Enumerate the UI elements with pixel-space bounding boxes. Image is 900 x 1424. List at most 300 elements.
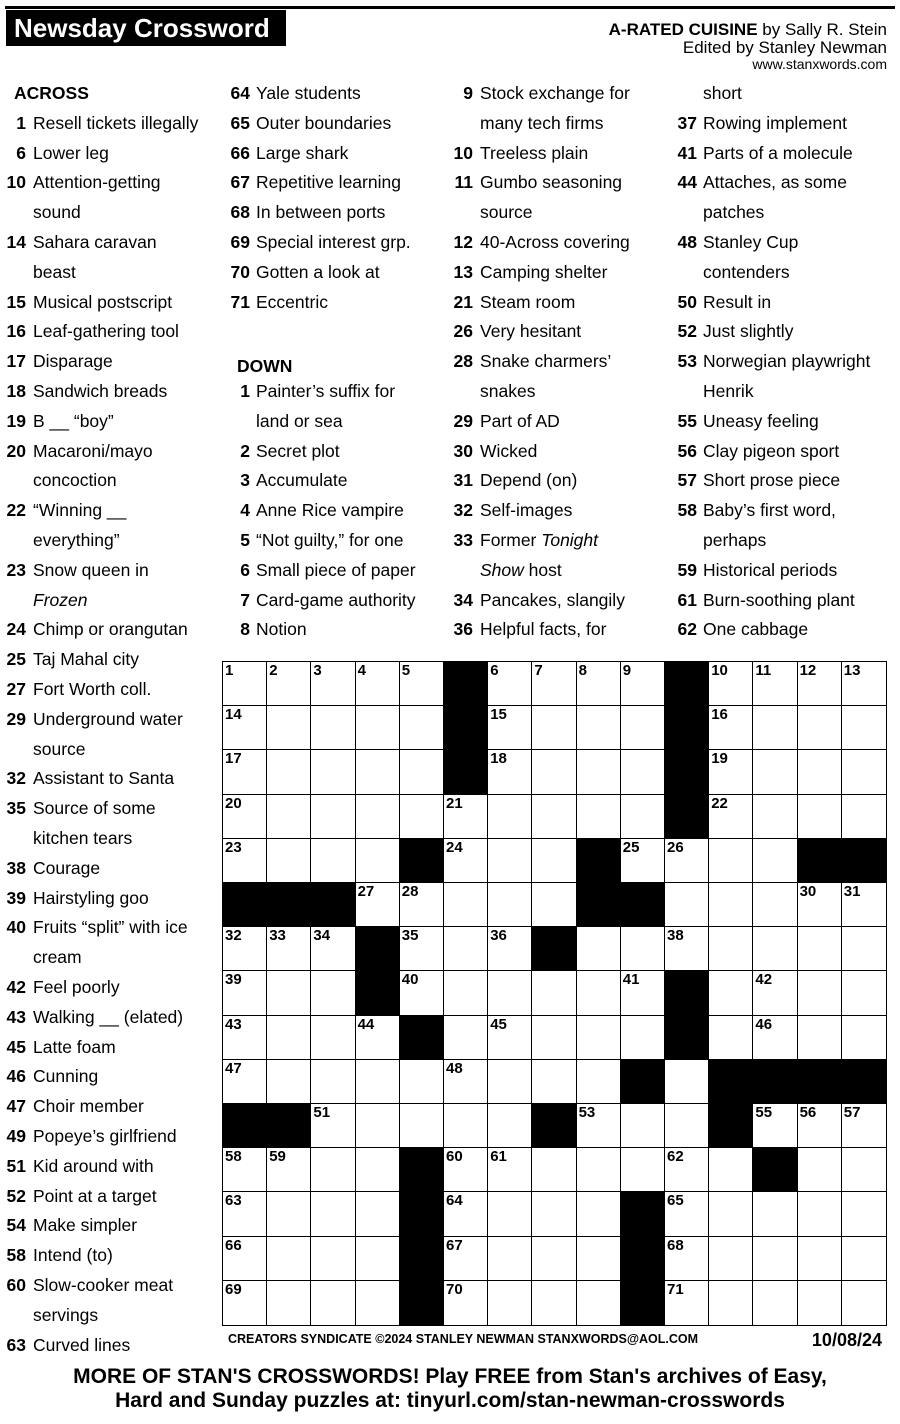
clue-text: Anne Rice vampire <box>256 500 404 521</box>
black-square <box>753 1148 797 1192</box>
grid-cell[interactable] <box>532 839 576 883</box>
grid-cell[interactable] <box>621 662 665 706</box>
grid-cell[interactable] <box>577 927 621 971</box>
grid-cell[interactable] <box>621 1104 665 1148</box>
clue-text: Musical postscript <box>33 291 173 312</box>
grid-cell[interactable] <box>311 927 355 971</box>
grid-cell[interactable] <box>753 839 797 883</box>
clue-text: everything” <box>33 530 120 550</box>
grid-cell[interactable] <box>267 971 311 1015</box>
clue-text-group <box>33 649 139 669</box>
clue-text: Slow-cooker meat <box>33 1275 174 1295</box>
clue-number: 52 <box>677 321 697 342</box>
grid-cell[interactable] <box>798 927 842 971</box>
grid-cell[interactable] <box>621 750 665 794</box>
grid-cell[interactable] <box>356 883 400 927</box>
clue-text-group <box>256 381 395 401</box>
cell-number: 58 <box>225 1148 242 1166</box>
grid-cell[interactable] <box>356 1237 400 1281</box>
black-square <box>444 750 488 794</box>
grid-cell[interactable] <box>223 1060 267 1104</box>
grid-cell[interactable] <box>400 1060 444 1104</box>
grid-cell[interactable] <box>709 839 753 883</box>
grid-cell[interactable] <box>444 1016 488 1060</box>
grid-cell[interactable] <box>488 1237 532 1281</box>
grid-cell[interactable] <box>356 750 400 794</box>
cell-number: 26 <box>667 838 684 856</box>
clue-text-group <box>33 947 82 967</box>
grid-cell[interactable] <box>798 883 842 927</box>
grid-cell[interactable] <box>577 1016 621 1060</box>
puzzle-title: A-RATED CUISINE <box>608 20 758 39</box>
grid-cell[interactable] <box>400 1104 444 1148</box>
clue-text: B __ “boy” <box>33 410 114 431</box>
clue-text: Latte foam <box>33 1036 116 1057</box>
grid-cell[interactable] <box>709 971 753 1015</box>
grid-cell[interactable] <box>665 1060 709 1104</box>
grid-cell[interactable] <box>223 839 267 883</box>
clue-number: 14 <box>6 232 26 252</box>
grid-cell[interactable] <box>223 927 267 971</box>
grid-cell[interactable] <box>621 795 665 839</box>
grid-cell[interactable] <box>665 1281 709 1325</box>
grid-cell[interactable] <box>577 1148 621 1192</box>
grid-cell[interactable] <box>532 1148 576 1192</box>
clue-number: 68 <box>230 202 250 223</box>
cell-number: 14 <box>225 706 242 724</box>
clue-text-group <box>33 172 160 192</box>
grid-cell[interactable] <box>488 1104 532 1148</box>
clue-number: 42 <box>6 977 26 997</box>
grid-cell[interactable] <box>665 1148 709 1192</box>
clue-text: Resell tickets illegally <box>33 112 199 133</box>
grid-cell[interactable] <box>311 795 355 839</box>
grid-cell[interactable] <box>488 795 532 839</box>
cell-number: 64 <box>446 1192 463 1210</box>
grid-cell[interactable] <box>356 795 400 839</box>
grid-cell[interactable] <box>532 750 576 794</box>
grid-cell[interactable] <box>267 750 311 794</box>
grid-cell[interactable] <box>621 971 665 1015</box>
clue-text: Eccentric <box>256 291 328 312</box>
grid-cell[interactable] <box>223 662 267 706</box>
black-square <box>400 839 444 883</box>
grid-cell[interactable] <box>842 1016 886 1060</box>
grid-cell[interactable] <box>311 1192 355 1236</box>
grid-cell[interactable] <box>842 927 886 971</box>
grid-cell[interactable] <box>532 795 576 839</box>
clue-text: many tech firms <box>480 112 604 133</box>
grid-cell[interactable] <box>356 1060 400 1104</box>
grid-cell[interactable] <box>842 750 886 794</box>
grid-cell[interactable] <box>488 750 532 794</box>
grid-cell[interactable] <box>444 1060 488 1104</box>
crossword-grid[interactable] <box>222 661 887 1326</box>
clue-text-tail: host <box>523 559 562 580</box>
grid-cell[interactable] <box>223 1016 267 1060</box>
black-square <box>798 1060 842 1104</box>
grid-cell[interactable] <box>444 1281 488 1325</box>
grid-cell[interactable] <box>842 795 886 839</box>
clue-text-group <box>703 113 847 133</box>
grid-cell[interactable] <box>798 662 842 706</box>
grid-cell[interactable] <box>267 839 311 883</box>
grid-cell[interactable] <box>311 971 355 1015</box>
cell-number: 46 <box>755 1015 773 1033</box>
grid-cell[interactable] <box>798 795 842 839</box>
grid-cell[interactable] <box>709 750 753 794</box>
grid-cell[interactable] <box>356 1192 400 1236</box>
grid-cell[interactable] <box>621 1148 665 1192</box>
clue-text-group <box>703 530 766 550</box>
clue-number: 60 <box>6 1275 26 1295</box>
grid-cell[interactable] <box>709 927 753 971</box>
clue-number: 10 <box>6 172 26 193</box>
cell-number: 7 <box>534 662 543 679</box>
grid-cell[interactable] <box>267 1016 311 1060</box>
black-square <box>621 1281 665 1325</box>
clue-text-group <box>703 560 837 580</box>
cell-number: 56 <box>799 1104 817 1121</box>
grid-cell[interactable] <box>223 1237 267 1281</box>
grid-cell[interactable] <box>577 1104 621 1148</box>
grid-cell[interactable] <box>488 1281 532 1325</box>
grid-cell[interactable] <box>709 1192 753 1236</box>
grid-cell[interactable] <box>267 1237 311 1281</box>
grid-cell[interactable] <box>532 971 576 1015</box>
grid-cell[interactable] <box>753 971 797 1015</box>
cell-number: 48 <box>446 1059 463 1077</box>
clue-number: 5 <box>240 530 250 550</box>
grid-cell[interactable] <box>311 1060 355 1104</box>
grid-cell[interactable] <box>267 795 311 839</box>
grid-cell[interactable] <box>577 1281 621 1325</box>
clue-text: Assistant to Santa <box>33 768 175 789</box>
top-rule <box>5 6 895 9</box>
cell-number: 23 <box>225 838 242 856</box>
grid-cell[interactable] <box>267 706 311 750</box>
grid-cell[interactable] <box>488 927 532 971</box>
cell-number: 69 <box>225 1280 242 1298</box>
grid-cell[interactable] <box>709 1016 753 1060</box>
grid-cell[interactable] <box>400 927 444 971</box>
grid-cell[interactable] <box>223 795 267 839</box>
grid-cell[interactable] <box>798 1281 842 1325</box>
grid-cell[interactable] <box>798 750 842 794</box>
grid-cell[interactable] <box>798 1237 842 1281</box>
cell-number: 44 <box>357 1015 375 1033</box>
clue-number: 9 <box>463 83 473 103</box>
clue-text: Frozen <box>33 589 88 610</box>
grid-cell[interactable] <box>444 1192 488 1236</box>
grid-cell[interactable] <box>488 883 532 927</box>
cell-number: 10 <box>711 662 728 679</box>
clue-number: 22 <box>6 500 26 521</box>
grid-cell[interactable] <box>665 1192 709 1236</box>
clue-number: 62 <box>677 619 697 640</box>
grid-cell[interactable] <box>798 706 842 750</box>
clue-text-group <box>33 977 120 997</box>
grid-cell[interactable] <box>842 1281 886 1325</box>
grid-cell[interactable] <box>444 971 488 1015</box>
grid-cell[interactable] <box>400 750 444 794</box>
grid-cell[interactable] <box>356 662 400 706</box>
clue-text-group <box>33 500 126 520</box>
grid-cell[interactable] <box>444 795 488 839</box>
grid-cell[interactable] <box>709 706 753 750</box>
grid-cell[interactable] <box>577 1237 621 1281</box>
grid-cell[interactable] <box>311 662 355 706</box>
cell-number: 55 <box>755 1104 773 1121</box>
grid-cell[interactable] <box>842 1192 886 1236</box>
grid-cell[interactable] <box>532 1237 576 1281</box>
clue-number: 38 <box>6 857 26 878</box>
clue-text-group <box>33 1275 173 1295</box>
clue-number: 10 <box>453 142 473 163</box>
grid-cell[interactable] <box>577 750 621 794</box>
clue-text-group <box>703 83 742 103</box>
grid-cell[interactable] <box>400 971 444 1015</box>
grid-cell[interactable] <box>709 662 753 706</box>
clue-number: 55 <box>677 410 697 431</box>
clue-text-group <box>480 172 622 192</box>
grid-cell[interactable] <box>311 1016 355 1060</box>
grid-cell[interactable] <box>356 706 400 750</box>
clue-number: 53 <box>677 351 697 372</box>
grid-cell[interactable] <box>665 1104 709 1148</box>
clue-text: Pancakes, slangily <box>480 589 625 610</box>
grid-cell[interactable] <box>798 1148 842 1192</box>
cell-number: 19 <box>711 750 728 768</box>
grid-cell[interactable] <box>753 1281 797 1325</box>
grid-cell[interactable] <box>444 1237 488 1281</box>
clue-text: Source of some <box>33 798 156 819</box>
clue-number: 45 <box>6 1036 26 1057</box>
grid-cell[interactable] <box>798 1104 842 1148</box>
grid-cell[interactable] <box>356 1148 400 1192</box>
grid-cell[interactable] <box>577 1192 621 1236</box>
grid-cell[interactable] <box>311 750 355 794</box>
clue-text-group <box>33 888 149 908</box>
grid-cell[interactable] <box>444 1104 488 1148</box>
clue-text-group <box>480 560 562 580</box>
clue-number: 69 <box>230 232 250 252</box>
clue-text-group <box>703 381 754 401</box>
cell-number: 21 <box>446 794 463 812</box>
newsday-crossword-logo: Newsday Crossword <box>6 10 286 46</box>
grid-cell[interactable] <box>709 883 753 927</box>
clue-text-group <box>480 470 577 490</box>
grid-cell[interactable] <box>621 706 665 750</box>
grid-cell[interactable] <box>356 839 400 883</box>
grid-cell[interactable] <box>488 839 532 883</box>
grid-cell[interactable] <box>709 1281 753 1325</box>
grid-cell[interactable] <box>488 706 532 750</box>
grid-cell[interactable] <box>577 795 621 839</box>
grid-cell[interactable] <box>532 1016 576 1060</box>
grid-cell[interactable] <box>356 1104 400 1148</box>
grid-cell[interactable] <box>267 1060 311 1104</box>
grid-cell[interactable] <box>621 927 665 971</box>
grid-cell[interactable] <box>267 1148 311 1192</box>
grid-cell[interactable] <box>753 795 797 839</box>
grid-cell[interactable] <box>577 662 621 706</box>
grid-cell[interactable] <box>621 839 665 883</box>
grid-cell[interactable] <box>267 1281 311 1325</box>
grid-cell[interactable] <box>753 883 797 927</box>
grid-cell[interactable] <box>223 1281 267 1325</box>
grid-cell[interactable] <box>532 706 576 750</box>
clue-number: 49 <box>6 1126 26 1146</box>
grid-cell[interactable] <box>488 1060 532 1104</box>
grid-cell[interactable] <box>311 1281 355 1325</box>
grid-cell[interactable] <box>223 971 267 1015</box>
clue-text: In between ports <box>256 202 386 223</box>
grid-cell[interactable] <box>842 706 886 750</box>
cell-number: 47 <box>225 1059 242 1077</box>
clue-text-group <box>33 143 109 163</box>
cell-number: 53 <box>578 1104 596 1121</box>
grid-cell[interactable] <box>532 1060 576 1104</box>
grid-cell[interactable] <box>311 1148 355 1192</box>
clue-text-group <box>256 470 347 490</box>
grid-cell[interactable] <box>532 1192 576 1236</box>
cell-number: 62 <box>667 1148 684 1166</box>
clue-number: 18 <box>6 381 26 401</box>
grid-cell[interactable] <box>709 1237 753 1281</box>
grid-cell[interactable] <box>356 1016 400 1060</box>
grid-cell[interactable] <box>488 1016 532 1060</box>
black-square <box>223 1104 267 1148</box>
grid-cell[interactable] <box>665 927 709 971</box>
clue-text: Baby’s first word, <box>703 500 836 521</box>
grid-cell[interactable] <box>356 1281 400 1325</box>
grid-cell[interactable] <box>532 662 576 706</box>
down-heading: DOWN <box>237 356 293 376</box>
grid-cell[interactable] <box>753 1237 797 1281</box>
clue-text: Helpful facts, for <box>480 619 607 640</box>
clue-number: 1 <box>16 112 26 133</box>
grid-cell[interactable] <box>223 706 267 750</box>
grid-cell[interactable] <box>267 1192 311 1236</box>
cell-number: 39 <box>225 971 242 989</box>
clue-text-group <box>703 292 771 312</box>
clue-number: 20 <box>6 440 26 461</box>
clue-text-group <box>33 619 188 639</box>
grid-cell[interactable] <box>400 662 444 706</box>
grid-cell[interactable] <box>311 1104 355 1148</box>
cell-number: 18 <box>490 750 507 768</box>
grid-cell[interactable] <box>842 662 886 706</box>
grid-cell[interactable] <box>444 839 488 883</box>
grid-cell[interactable] <box>798 1192 842 1236</box>
clue-text-group <box>33 858 100 878</box>
grid-cell[interactable] <box>621 1016 665 1060</box>
clue-text: cream <box>33 947 82 968</box>
grid-cell[interactable] <box>400 795 444 839</box>
clue-text: source <box>480 202 533 223</box>
black-square <box>709 1104 753 1148</box>
grid-cell[interactable] <box>311 839 355 883</box>
website-link[interactable]: www.stanxwords.com <box>752 56 887 72</box>
black-square <box>532 1104 576 1148</box>
clue-text: Cunning <box>33 1066 99 1087</box>
grid-cell[interactable] <box>842 883 886 927</box>
clue-text-group <box>33 1096 144 1116</box>
grid-cell[interactable] <box>267 927 311 971</box>
grid-cell[interactable] <box>753 1192 797 1236</box>
grid-cell[interactable] <box>488 1192 532 1236</box>
clue-text-group <box>480 321 581 341</box>
grid-cell[interactable] <box>267 662 311 706</box>
grid-cell[interactable] <box>753 706 797 750</box>
clue-text-group <box>480 143 588 163</box>
grid-cell[interactable] <box>665 839 709 883</box>
grid-cell[interactable] <box>223 750 267 794</box>
grid-cell[interactable] <box>842 1237 886 1281</box>
grid-cell[interactable] <box>444 927 488 971</box>
grid-cell[interactable] <box>753 1104 797 1148</box>
grid-cell[interactable] <box>532 883 576 927</box>
grid-cell[interactable] <box>223 1192 267 1236</box>
grid-cell[interactable] <box>577 971 621 1015</box>
black-square <box>621 883 665 927</box>
grid-cell[interactable] <box>532 1281 576 1325</box>
grid-cell[interactable] <box>753 750 797 794</box>
clue-text-group <box>33 262 76 282</box>
grid-cell[interactable] <box>488 971 532 1015</box>
grid-cell[interactable] <box>842 1148 886 1192</box>
grid-cell[interactable] <box>753 1016 797 1060</box>
cell-number: 16 <box>711 706 728 724</box>
grid-cell[interactable] <box>488 1148 532 1192</box>
clue-number: 4 <box>240 500 250 521</box>
grid-cell[interactable] <box>223 1148 267 1192</box>
clue-text: Attention-getting <box>33 172 161 193</box>
cell-number: 32 <box>225 927 242 945</box>
grid-cell[interactable] <box>753 662 797 706</box>
grid-cell[interactable] <box>577 1060 621 1104</box>
cell-number: 36 <box>490 927 507 945</box>
grid-cell[interactable] <box>798 1016 842 1060</box>
grid-cell[interactable] <box>488 662 532 706</box>
grid-cell[interactable] <box>709 795 753 839</box>
grid-cell[interactable] <box>665 883 709 927</box>
grid-cell[interactable] <box>753 927 797 971</box>
clue-text-group <box>480 351 611 371</box>
clue-number: 27 <box>6 679 26 699</box>
grid-cell[interactable] <box>842 971 886 1015</box>
grid-cell[interactable] <box>577 706 621 750</box>
promo-line-2: Hard and Sunday puzzles at: tinyurl.com/stan-newman-crosswords <box>115 1389 785 1412</box>
clue-text: Large shark <box>256 142 349 163</box>
grid-cell[interactable] <box>400 883 444 927</box>
cell-number: 1 <box>225 662 234 679</box>
clue-text: Gumbo seasoning <box>480 172 623 193</box>
clue-number: 63 <box>6 1334 26 1355</box>
grid-cell[interactable] <box>400 706 444 750</box>
grid-cell[interactable] <box>311 706 355 750</box>
grid-cell[interactable] <box>798 971 842 1015</box>
grid-cell[interactable] <box>665 1237 709 1281</box>
grid-cell[interactable] <box>311 1237 355 1281</box>
grid-cell[interactable] <box>444 883 488 927</box>
grid-cell[interactable] <box>842 1104 886 1148</box>
cell-number: 40 <box>401 971 419 989</box>
clue-text: Feel poorly <box>33 977 120 997</box>
grid-cell[interactable] <box>444 1148 488 1192</box>
grid-cell[interactable] <box>709 1148 753 1192</box>
